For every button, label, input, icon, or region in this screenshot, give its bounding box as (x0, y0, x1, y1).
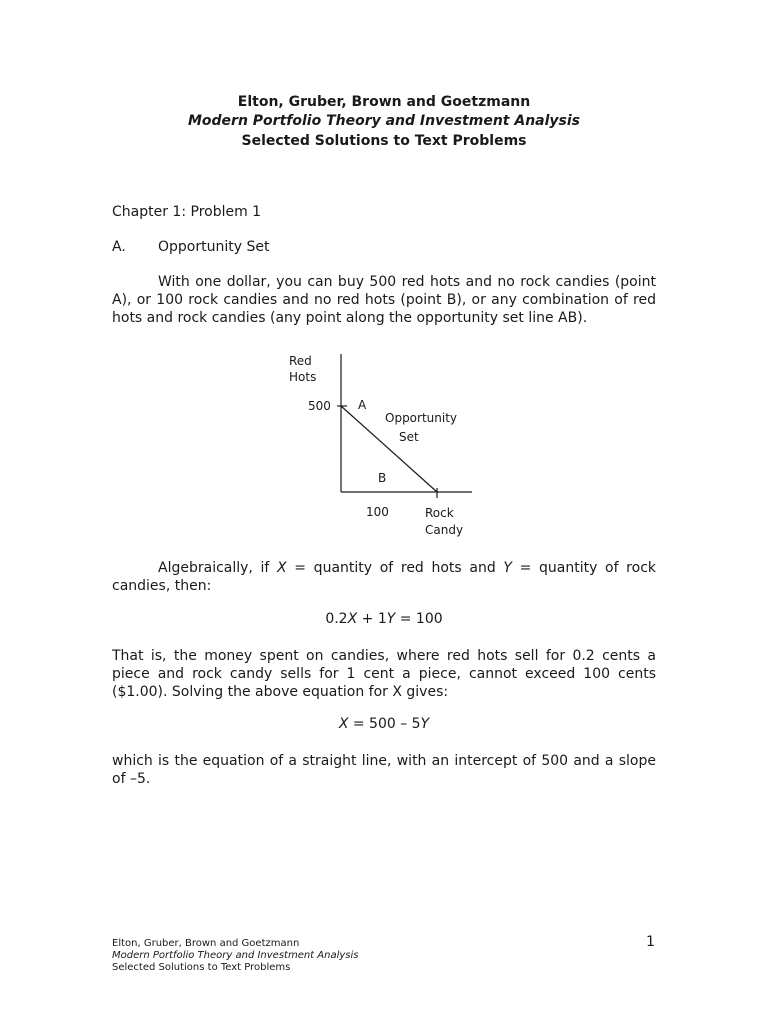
footer-book-title: Modern Portfolio Theory and Investment Analysis (112, 950, 359, 961)
x-axis-label-line2: Candy (425, 523, 464, 537)
y-axis-label-line1: Red (289, 354, 312, 368)
opportunity-set-chart (280, 344, 490, 544)
point-a-label: A (358, 398, 367, 412)
part-title: Opportunity Set (158, 239, 270, 255)
paragraph-conclusion: which is the equation of a straight line, with an intercept of 500 and a slope of –5. (112, 753, 656, 787)
page-footer (112, 938, 358, 974)
footer-authors: Elton, Gruber, Brown and Goetzmann (112, 938, 300, 949)
y-tick-label: 500 (308, 399, 331, 413)
opportunity-set-annotation-line1: Opportunity (385, 411, 458, 425)
x-axis-label-line1: Rock (425, 506, 454, 520)
x-tick-label: 100 (366, 505, 389, 519)
footer-subtitle: Selected Solutions to Text Problems (112, 962, 291, 973)
y-axis-label-line2: Hots (289, 370, 317, 384)
part-letter: A. (112, 239, 126, 255)
chapter-heading: Chapter 1: Problem 1 (112, 204, 262, 220)
subtitle-heading: Selected Solutions to Text Problems (241, 133, 527, 149)
opportunity-set-annotation-line2: Set (399, 430, 419, 444)
solved-equation: X = 500 – 5Y (338, 716, 430, 732)
paragraph-algebra: Algebraically, if X = quantity of red hots and Y = quantity of rock candies, then: (112, 560, 657, 594)
paragraph-explanation: That is, the money spent on candies, where red hots sell for 0.2 cents a piece and rock candy sells for 1 cent a piece, cannot exceed 100 cents ($1.00). Solving the above equation for X gives: (112, 648, 656, 700)
paragraph-opportunity: With one dollar, you can buy 500 red hots and no rock candies (point A), or 100 rock candies and no red hots (point B), or any combination of red hots and rock candies (any point along the opportunity set line AB). (112, 274, 656, 326)
authors-heading: Elton, Gruber, Brown and Goetzmann (237, 94, 531, 110)
page-number: 1 (646, 934, 655, 950)
budget-equation: 0.2X + 1Y = 100 (325, 611, 443, 627)
point-b-label: B (378, 471, 387, 485)
book-title-heading: Modern Portfolio Theory and Investment Analysis (187, 113, 580, 129)
